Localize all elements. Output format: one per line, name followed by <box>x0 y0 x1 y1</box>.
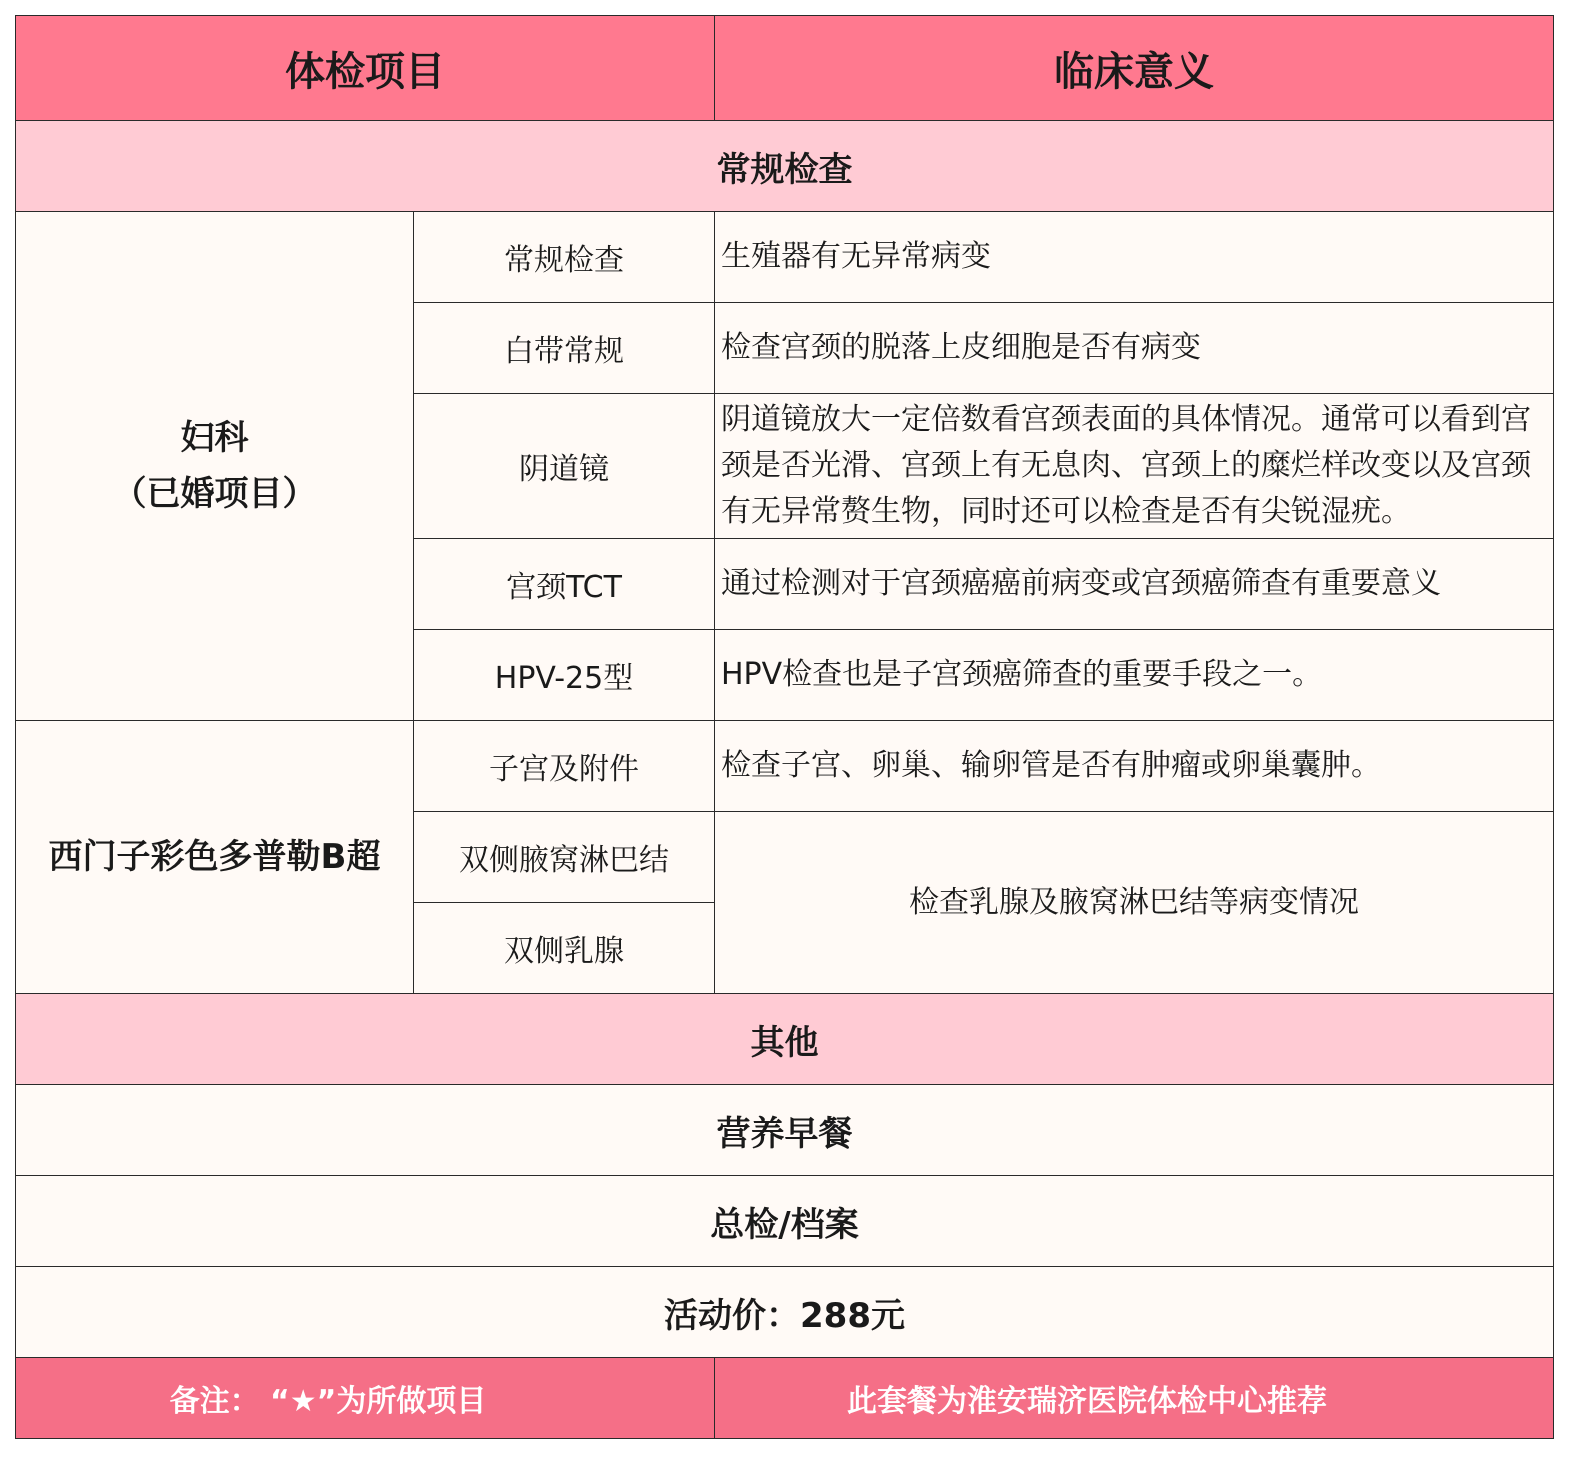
table-row <box>16 1176 1554 1267</box>
exam-item: 宫颈TCT <box>414 539 715 630</box>
exam-item: HPV-25型 <box>414 630 715 721</box>
exam-meaning: 检查宫颈的脱落上皮细胞是否有病变 <box>715 303 1554 394</box>
exam-meaning-shared: 检查乳腺及腋窝淋巴结等病变情况 <box>715 812 1554 994</box>
section-row-routine <box>16 121 1554 212</box>
section-title-routine: 常规检查 <box>16 121 1554 212</box>
exam-item: 阴道镜 <box>414 394 715 539</box>
footer-recommend: 此套餐为淮安瑞济医院体检中心推荐 <box>715 1358 1554 1439</box>
exam-item: 子宫及附件 <box>414 721 715 812</box>
exam-meaning: 阴道镜放大一定倍数看宫颈表面的具体情况。通常可以看到宫颈是否光滑、宫颈上有无息肉、宫颈上的糜烂样改变以及宫颈有无异常赘生物，同时还可以检查是否有尖锐湿疣。 <box>715 394 1554 539</box>
exam-item: 双侧腋窝淋巴结 <box>414 812 715 903</box>
exam-item: 白带常规 <box>414 303 715 394</box>
item-breakfast: 营养早餐 <box>16 1085 1554 1176</box>
section-row-other <box>16 994 1554 1085</box>
footer-note: 备注： “★”为所做项目 <box>16 1358 715 1439</box>
group-gynecology <box>16 212 414 721</box>
exam-item: 常规检查 <box>414 212 715 303</box>
exam-meaning: HPV检查也是子宫颈癌筛查的重要手段之一。 <box>715 630 1554 721</box>
exam-item: 双侧乳腺 <box>414 903 715 994</box>
footer-row <box>16 1358 1554 1439</box>
group-gynecology-title: 妇科 <box>180 418 249 458</box>
table-row <box>16 212 1554 303</box>
price-label: 活动价：288元 <box>16 1267 1554 1358</box>
item-general-exam: 总检/档案 <box>16 1176 1554 1267</box>
header-item-label: 体检项目 <box>16 16 715 121</box>
exam-meaning: 检查子宫、卵巢、输卵管是否有肿瘤或卵巢囊肿。 <box>715 721 1554 812</box>
group-gynecology-subtitle: （已婚项目） <box>112 474 317 514</box>
table-row <box>16 1267 1554 1358</box>
table-header-row <box>16 16 1554 121</box>
header-meaning-label: 临床意义 <box>715 16 1554 121</box>
exam-meaning: 通过检测对于宫颈癌癌前病变或宫颈癌筛查有重要意义 <box>715 539 1554 630</box>
group-ultrasound: 西门子彩色多普勒B超 <box>16 721 414 994</box>
exam-package-table <box>15 15 1554 1439</box>
table-row <box>16 721 1554 812</box>
exam-meaning: 生殖器有无异常病变 <box>715 212 1554 303</box>
table-row <box>16 1085 1554 1176</box>
section-title-other: 其他 <box>16 994 1554 1085</box>
